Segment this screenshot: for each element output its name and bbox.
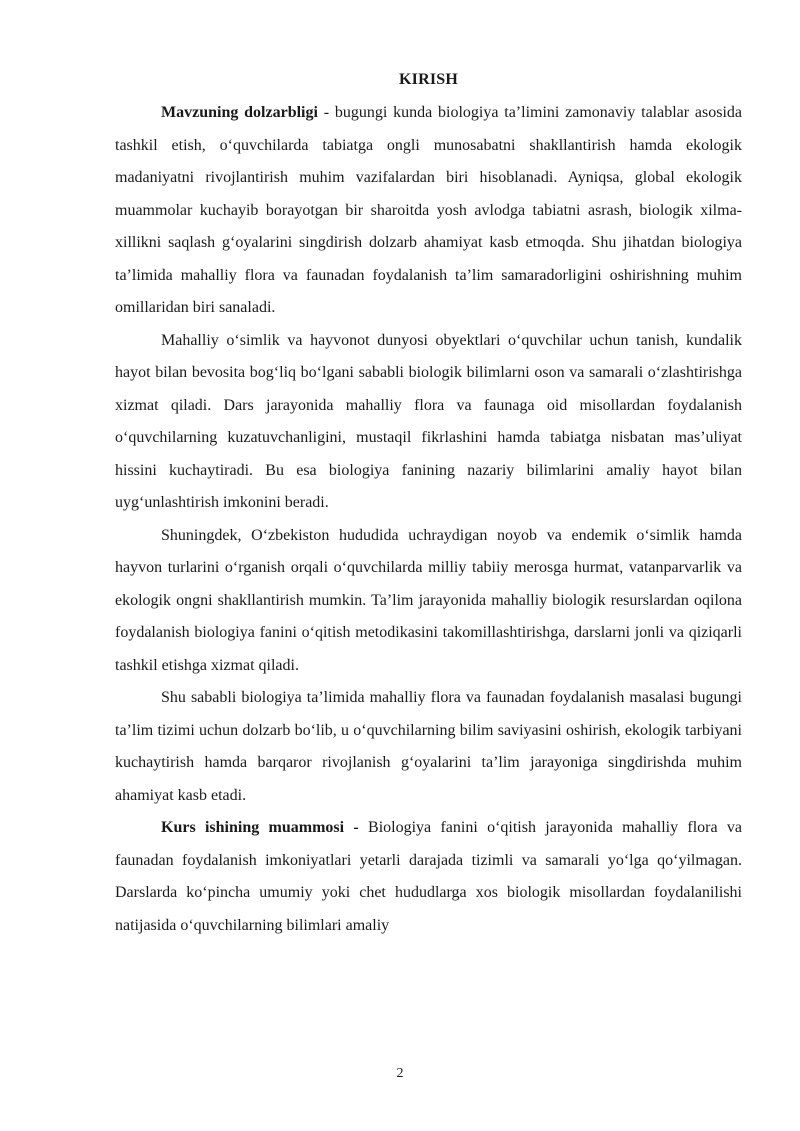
paragraph-conclusion	[115, 682, 742, 812]
paragraph-local-objects	[115, 325, 742, 520]
paragraph-lead: Kurs ishining muammosi -	[161, 819, 359, 836]
paragraph-lead: Mavzuning dolzarbligi	[161, 104, 318, 121]
section-title: KIRISH	[399, 71, 458, 88]
paragraph-problem	[115, 812, 742, 942]
paragraph-relevance	[115, 97, 742, 325]
paragraph-endemic-species	[115, 520, 742, 683]
paragraph-text: Biologiya fanini o‘qitish jarayonida mahalliy flora va faunadan foydalanish imkoniyatlari yetarli darajada tizimli va samarali yo‘lga qo‘yilmagan. Darslarda ko‘pincha umumiy yoki chet hududlarga xos biologik misollardan foydalanilishi natijasida o‘quvchilarning bilimlari amaliy	[115, 819, 742, 934]
document-page	[115, 70, 742, 942]
paragraph-text: Shuningdek, O‘zbekiston hududida uchraydigan noyob va endemik o‘simlik hamda hayvon turlarini o‘rganish orqali o‘quvchilarda milliy tabiiy merosga hurmat, vatanparvarlik va ekologik ongni shakllantirish mumkin. Ta’lim jarayonida mahalliy biologik resurslardan oqilona foydalanish biologiya fanini o‘qitish metodikasini takomillashtirishga, darslarni jonli va qiziqarli tashkil etishga xizmat qiladi.	[115, 526, 742, 674]
page-number: 2	[396, 1066, 404, 1081]
paragraph-text: Mahalliy o‘simlik va hayvonot dunyosi obyektlari o‘quvchilar uchun tanish, kundalik hayot bilan bevosita bog‘liq bo‘lgani sababli biologik bilimlarni oson va samarali o‘zlashtirishga xizmat qiladi. Dars jarayonida mahalliy flora va faunaga oid misollardan foydalanish o‘quvchilarning kuzatuvchanligini, mustaqil fikrlashini hamda tabiatga nisbatan mas’uliyat hissini kuchaytiradi. Bu esa biologiya fanining nazariy bilimlarini amaliy hayot bilan uyg‘unlashtirish imkonini beradi.	[115, 331, 742, 511]
paragraph-text: Shu sababli biologiya ta’limida mahalliy flora va faunadan foydalanish masalasi bugungi ta’lim tizimi uchun dolzarb bo‘lib, u o‘quvchilarning bilim saviyasini oshirish, ekologik tarbiyani kuchaytirish hamda barqaror rivojlanish g‘oyalarini ta’lim jarayoniga singdirishda muhim ahamiyat kasb etadi.	[115, 689, 742, 804]
paragraph-text: - bugungi kunda biologiya ta’limini zamonaviy talablar asosida tashkil etish, o‘quvchilarda tabiatga ongli munosabatni shakllantirish hamda ekologik madaniyatni rivojlantirish muhim vazifalardan biri hisoblanadi. Ayniqsa, global ekologik muammolar kuchayib borayotgan bir sharoitda yosh avlodga tabiatni asrash, biologik xilma-xillikni saqlash g‘oyalarini singdirish dolzarb ahamiyat kasb etmoqda. Shu jihatdan biologiya ta’limida mahalliy flora va faunadan foydalanish ta’lim samaradorligini oshirishning muhim omillaridan biri sanaladi.	[115, 104, 743, 316]
